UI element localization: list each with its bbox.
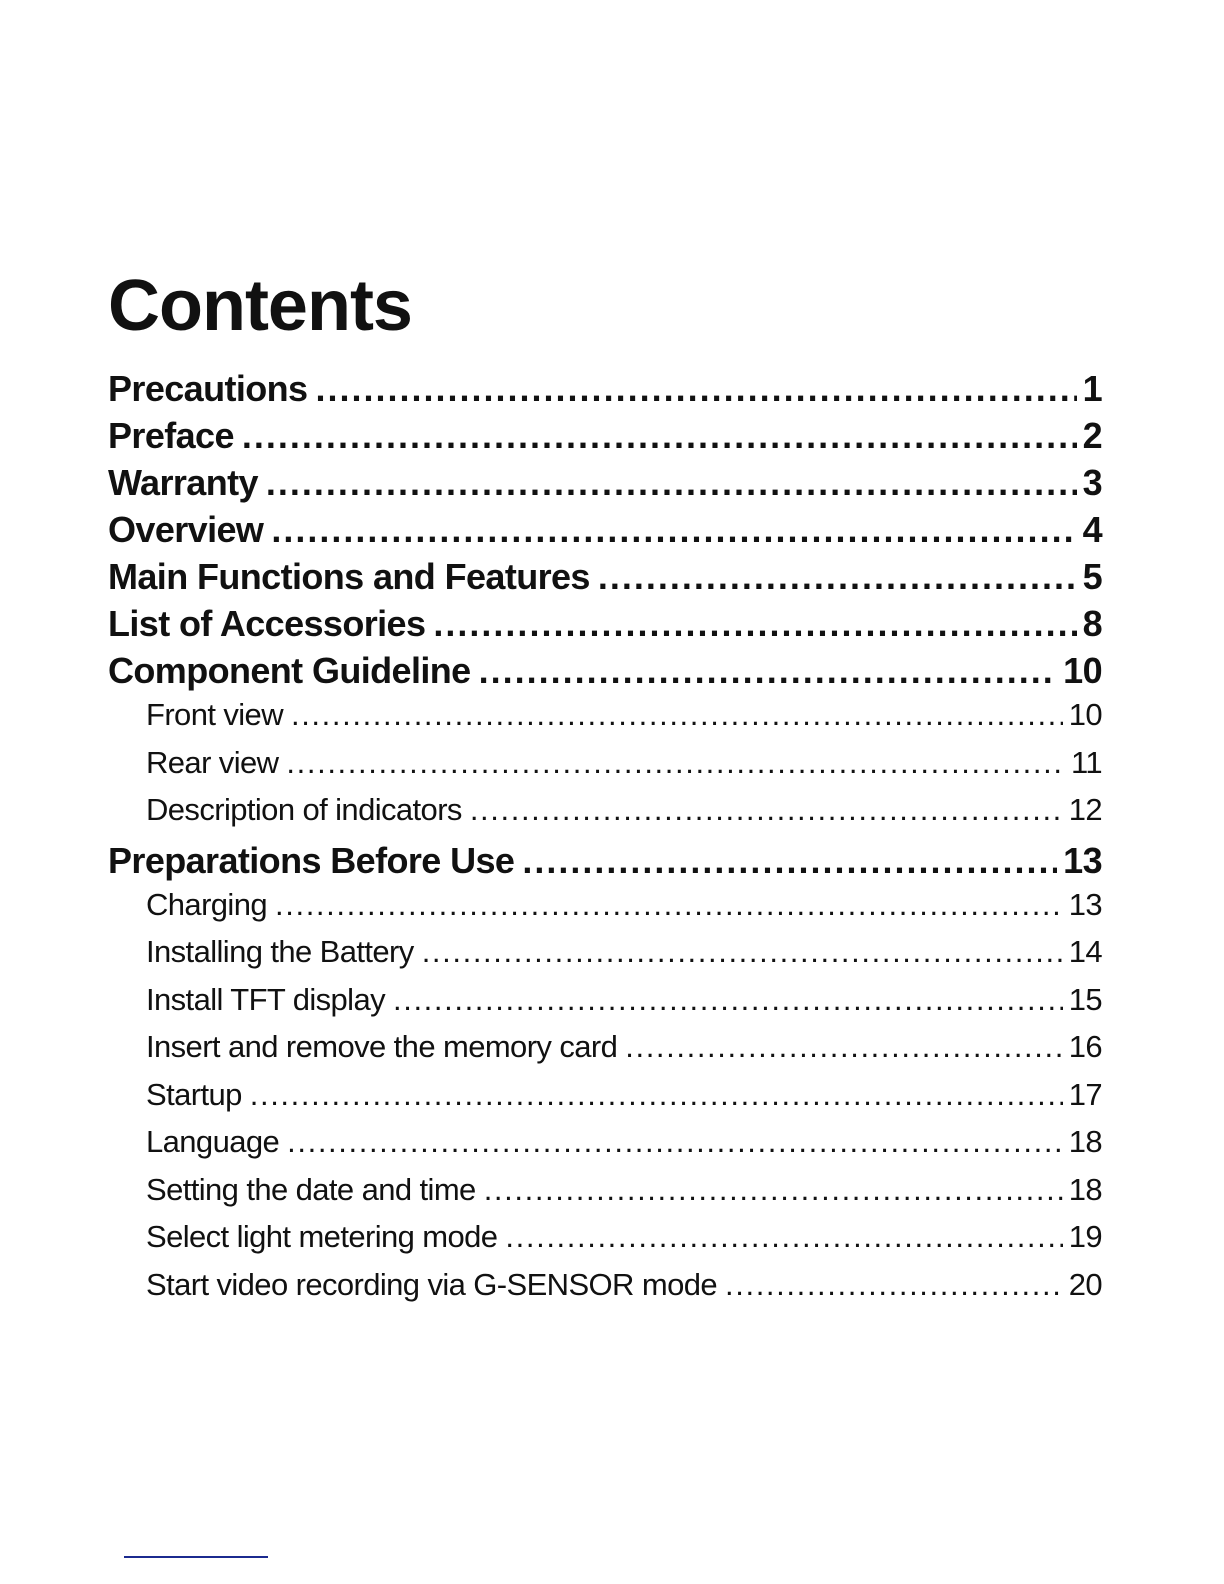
toc-dot-leader	[393, 982, 1063, 1018]
toc-page-number: 13	[1068, 886, 1102, 922]
toc-subsection-entry[interactable]	[108, 887, 1102, 935]
toc-section-entry[interactable]	[108, 509, 1102, 556]
toc-section-entry[interactable]	[108, 840, 1102, 887]
toc-dot-leader	[250, 1077, 1063, 1113]
toc-dot-leader	[522, 840, 1057, 882]
toc-dot-leader	[422, 934, 1063, 970]
toc-page-number: 19	[1068, 1219, 1102, 1254]
toc-section-entry[interactable]	[108, 556, 1102, 603]
toc-subsection-entry[interactable]	[108, 1267, 1102, 1315]
toc-entry-label: Charging	[146, 886, 268, 922]
toc-subsection-entry[interactable]	[108, 982, 1102, 1030]
toc-entry-label: Select light metering mode	[146, 1219, 498, 1254]
toc-dot-leader	[266, 462, 1077, 504]
toc-page-number: 11	[1071, 744, 1102, 780]
toc-dot-leader	[291, 697, 1063, 733]
toc-entry-label: Overview	[108, 509, 264, 550]
toc-entry-label: Main Functions and Features	[108, 556, 590, 597]
toc-page-number: 8	[1082, 603, 1102, 644]
toc-entry-label: Setting the date and time	[146, 1171, 476, 1207]
toc-entry-label: Warranty	[108, 462, 258, 503]
toc-page-number: 12	[1068, 792, 1102, 827]
toc-page-number: 10	[1063, 650, 1102, 691]
toc-entry-label: Preparations Before Use	[108, 839, 515, 881]
toc-dot-leader	[242, 415, 1077, 457]
toc-dot-leader	[315, 368, 1076, 410]
toc-entry-label: Start video recording via G-SENSOR mode	[146, 1266, 718, 1302]
toc-page-number: 10	[1068, 697, 1102, 732]
toc-dot-leader	[505, 1219, 1062, 1255]
toc-page-number: 13	[1063, 839, 1102, 881]
toc-subsection-entry[interactable]	[108, 1124, 1102, 1172]
table-of-contents	[108, 368, 1102, 1314]
toc-page-number: 5	[1082, 556, 1102, 597]
toc-page-number: 16	[1068, 1029, 1102, 1064]
toc-page-number: 18	[1068, 1124, 1102, 1159]
toc-entry-label: Description of indicators	[146, 792, 462, 827]
toc-subsection-entry[interactable]	[108, 1172, 1102, 1220]
toc-dot-leader	[725, 1267, 1063, 1303]
toc-section-entry[interactable]	[108, 368, 1102, 415]
toc-section-entry[interactable]	[108, 415, 1102, 462]
toc-dot-leader	[271, 509, 1076, 551]
footer-rule	[124, 1556, 268, 1558]
toc-entry-label: Front view	[146, 697, 283, 732]
toc-dot-leader	[484, 1172, 1063, 1208]
toc-entry-label: Insert and remove the memory card	[146, 1029, 618, 1064]
toc-section-entry[interactable]	[108, 603, 1102, 650]
toc-dot-leader	[286, 745, 1065, 781]
toc-dot-leader	[433, 603, 1076, 645]
toc-subsection-entry[interactable]	[108, 745, 1102, 793]
toc-section-entry[interactable]	[108, 462, 1102, 509]
toc-subsection-entry[interactable]	[108, 792, 1102, 840]
toc-page-number: 3	[1082, 462, 1102, 503]
toc-dot-leader	[625, 1029, 1062, 1065]
toc-page-number: 4	[1082, 509, 1102, 550]
toc-entry-label: Precautions	[108, 368, 308, 409]
toc-entry-label: Preface	[108, 415, 234, 456]
toc-entry-label: Rear view	[146, 744, 279, 780]
toc-page-number: 17	[1068, 1076, 1102, 1112]
toc-entry-label: Component Guideline	[108, 650, 471, 691]
toc-entry-label: Startup	[146, 1076, 242, 1112]
toc-dot-leader	[479, 650, 1058, 692]
toc-page-number: 18	[1068, 1171, 1102, 1207]
toc-entry-label: Installing the Battery	[146, 934, 414, 969]
toc-subsection-entry[interactable]	[108, 697, 1102, 745]
toc-page-number: 15	[1068, 981, 1102, 1017]
toc-dot-leader	[598, 556, 1077, 598]
toc-entry-label: Install TFT display	[146, 981, 385, 1017]
toc-subsection-entry[interactable]	[108, 1029, 1102, 1077]
page-title: Contents	[108, 266, 412, 346]
toc-entry-label: Language	[146, 1124, 280, 1159]
toc-subsection-entry[interactable]	[108, 934, 1102, 982]
toc-subsection-entry[interactable]	[108, 1219, 1102, 1267]
toc-page-number: 20	[1068, 1266, 1102, 1302]
toc-dot-leader	[470, 792, 1063, 828]
toc-entry-label: List of Accessories	[108, 603, 426, 644]
toc-subsection-entry[interactable]	[108, 1077, 1102, 1125]
toc-page-number: 2	[1082, 415, 1102, 456]
toc-page-number: 14	[1068, 934, 1102, 969]
toc-dot-leader	[275, 887, 1063, 923]
toc-section-entry[interactable]	[108, 650, 1102, 697]
toc-dot-leader	[287, 1124, 1063, 1160]
toc-page-number: 1	[1082, 368, 1102, 409]
